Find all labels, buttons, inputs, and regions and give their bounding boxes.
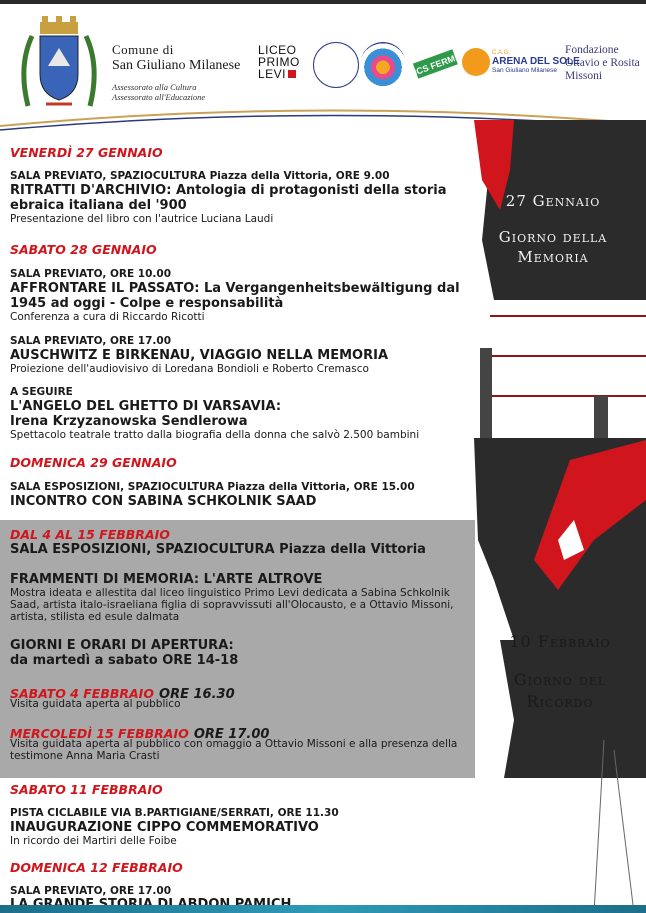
liceo-line3-text: LEVI	[258, 67, 287, 81]
fondazione-line2: Ottavio e Rosita	[565, 57, 640, 69]
ics-fermi-text: ICS FERMI	[412, 52, 459, 78]
liceo-line3	[258, 68, 308, 80]
side-artwork	[474, 120, 646, 913]
event4-desc: Spettacolo teatrale tratto dalla biografia della donna che salvò 2.500 bambini	[10, 429, 420, 441]
date-dal-4-al-15: DAL 4 AL 15 FEBBRAIO	[10, 527, 170, 542]
event6-venue: SALA ESPOSIZIONI, SPAZIOCULTURA Piazza della Vittoria	[10, 542, 426, 557]
event4-title2: Irena Krzyzanowska Sendlerowa	[10, 414, 248, 429]
liceo-square-icon	[288, 70, 296, 78]
event1-venue: SALA PREVIATO, SPAZIOCULTURA Piazza della Vittoria, ORE 9.00	[10, 170, 390, 182]
event3-desc: Proiezione dell'audiovisivo di Loredana Bondioli e Roberto Cremasco	[10, 363, 369, 375]
date-sabato-28: SABATO 28 GENNAIO	[10, 242, 157, 257]
arena-place: San Giuliano Milanese	[492, 67, 558, 74]
event8-desc: Visita guidata aperta al pubblico con omaggio a Ottavio Missoni e alla presenza della testimone Anna Maria Crasti	[10, 738, 458, 762]
date-domenica-12: DOMENICA 12 FEBBRAIO	[10, 860, 183, 875]
event5-title: INCONTRO CON SABINA SCHKOLNIK SAAD	[10, 494, 317, 509]
event8-date: MERCOLEDÌ 15 FEBBRAIO	[10, 726, 189, 741]
event3-venue: SALA PREVIATO, ORE 17.00	[10, 335, 172, 347]
ricordo-line1: Giorno del	[513, 670, 607, 689]
fondazione-line1: Fondazione	[565, 44, 619, 56]
comune-block	[112, 42, 240, 102]
event2-desc: Conferenza a cura di Riccardo Ricotti	[10, 311, 205, 323]
event6-hours: da martedì a sabato ORE 14-18	[10, 653, 239, 668]
event9-title: INAUGURAZIONE CIPPO COMMEMORATIVO	[10, 820, 319, 835]
liceo-line2: PRIMO	[258, 55, 300, 69]
event6-hours-title: GIORNI E ORARI DI APERTURA:	[10, 638, 234, 653]
memoria-date: 27 Gennaio	[505, 192, 601, 210]
date-sabato-11: SABATO 11 FEBBRAIO	[10, 782, 163, 797]
municipal-crest-icon	[18, 16, 100, 112]
bottom-strip	[0, 905, 646, 913]
arena-cag: C.A.G.	[492, 50, 511, 56]
memoria-line1: Giorno della	[498, 228, 608, 246]
event6-title: FRAMMENTI DI MEMORIA: L'ARTE ALTROVE	[10, 572, 323, 587]
fondazione-line3: Missoni	[565, 70, 603, 82]
event2-venue: SALA PREVIATO, ORE 10.00	[10, 268, 172, 280]
fondazione-missoni-logo	[565, 44, 640, 83]
assessorato-cultura: Assessorato alla Cultura	[112, 82, 197, 92]
event7-desc: Visita guidata aperta al pubblico	[10, 698, 181, 710]
event6-desc: Mostra ideata e allestita dal liceo linguistico Primo Levi dedicata a Sabina Schkolnik Saad, artista italo-israeliana figlia di sopravvissuti all'Olocausto, e a Ottavio Missoni, artista, stilista ed esule dalmata	[10, 587, 454, 623]
ricordo-date: 10 Febbraio	[509, 632, 611, 651]
event9-desc: In ricordo dei Martiri delle Foibe	[10, 835, 177, 847]
event5-venue: SALA ESPOSIZIONI, SPAZIOCULTURA Piazza della Vittoria, ORE 15.00	[10, 481, 415, 493]
comune-line1: Comune di	[112, 42, 174, 57]
montessori-badge-logo	[360, 42, 406, 88]
ricordo-line2: Ricordo	[526, 692, 594, 711]
date-venerdi-27: VENERDÌ 27 GENNAIO	[10, 145, 163, 160]
event8-time: ORE 17.00	[193, 727, 270, 742]
event2-title: AFFRONTARE IL PASSATO: La Vergangenheitsbewältigung dal 1945 ad oggi - Colpe e responsabilità	[10, 281, 460, 311]
comune-line2: San Giuliano Milanese	[112, 58, 241, 73]
arena-name: ARENA DEL SOLE	[492, 56, 580, 67]
sun-logo-icon	[462, 48, 490, 76]
event1-title: RITRATTI D'ARCHIVIO: Antologia di protagonisti della storia ebraica italiana del '900	[10, 183, 447, 213]
event4-title1: L'ANGELO DEL GHETTO DI VARSAVIA:	[10, 399, 282, 414]
event4-venue: A SEGUIRE	[10, 386, 73, 398]
event3-title: AUSCHWITZ E BIRKENAU, VIAGGIO NELLA MEMORIA	[10, 348, 389, 363]
cavalcanti-badge-logo	[313, 42, 359, 88]
event1-desc: Presentazione del libro con l'autrice Luciana Laudi	[10, 213, 274, 225]
memoria-line2: Memoria	[517, 248, 589, 266]
event9-venue: PISTA CICLABILE VIA B.PARTIGIANE/SERRATI, ORE 11.30	[10, 807, 339, 819]
assessorato-educazione: Assessorato all'Educazione	[112, 92, 206, 102]
event7-time: ORE 16.30	[159, 687, 235, 702]
liceo-line1: LICEO	[258, 43, 297, 57]
event10-venue: SALA PREVIATO, ORE 17.00	[10, 885, 172, 897]
ics-fermi-logo	[410, 46, 460, 80]
date-domenica-29: DOMENICA 29 GENNAIO	[10, 455, 177, 470]
event7-date: SABATO 4 FEBBRAIO	[10, 686, 154, 701]
liceo-primo-levi-logo	[258, 44, 308, 80]
